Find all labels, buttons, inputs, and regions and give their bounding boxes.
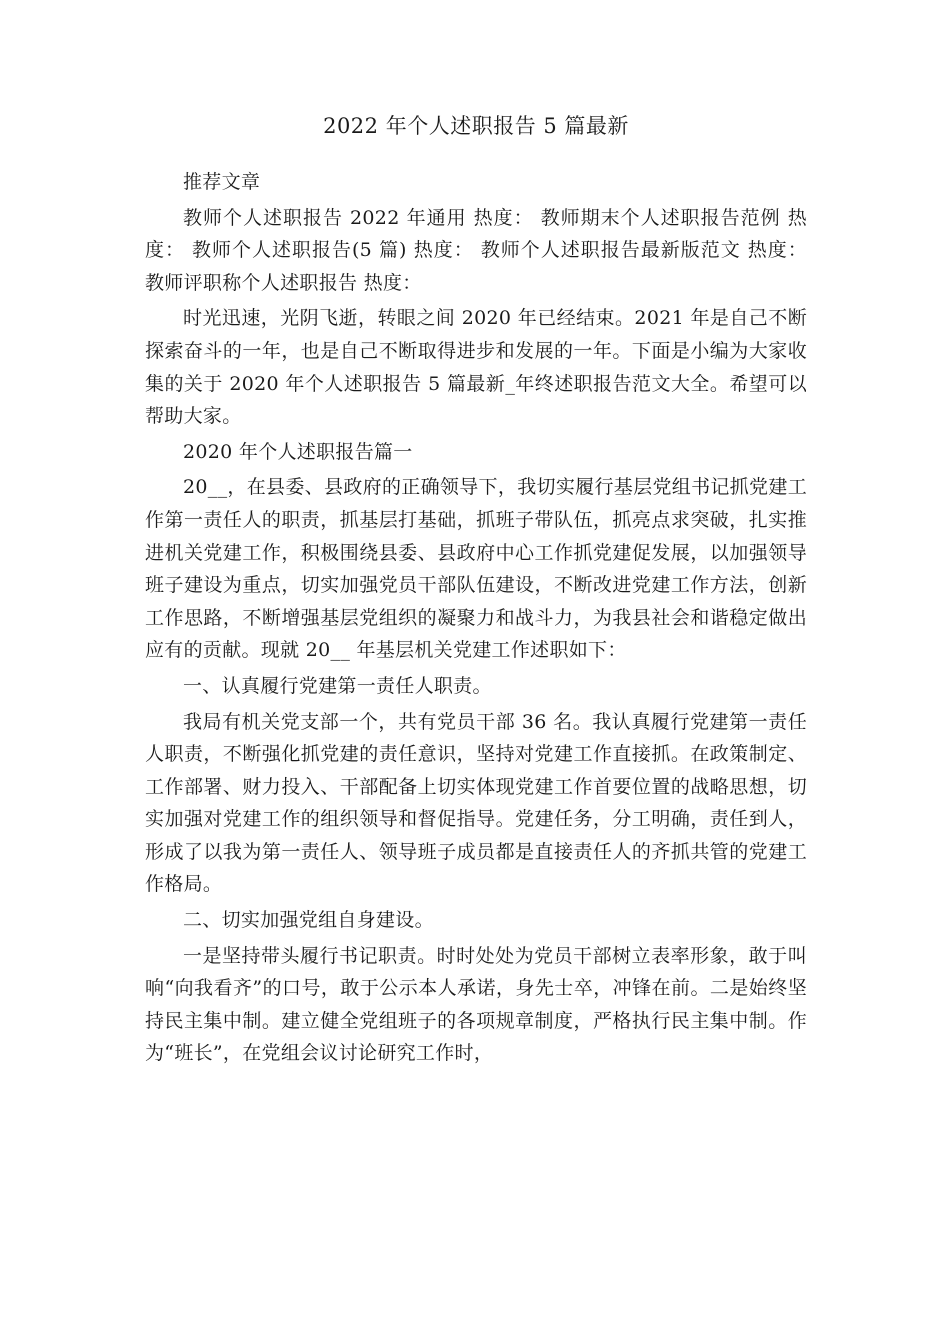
paragraph-first-duty: 我局有机关党支部一个，共有党员干部 36 名。我认真履行党建第一责任人职责，不断强化抓党建的责任意识，坚持对党建工作直接抓。在政策制定、工作部署、财力投入、干部配备上切实体现党建工作首要位置的战略思想，切实加强对党建工作的组织领导和督促指导。党建任务，分工明确，责任到人，形成了以我为第一责任人、领导班子成员都是直接责任人的齐抓共管的党建工作格局。 [145, 710, 807, 896]
document-title: 2022 年个人述职报告 5 篇最新 [323, 114, 629, 138]
paragraph-intro: 时光迅速，光阴飞逝，转眼之间 2020 年已经结束。2021 年是自己不断探索奋斗的一年，也是自己不断取得进步和发展的一年。下面是小编为大家收集的关于 2020 年个人述职报告 5 篇最新_年终述职报告范文大全。希望可以帮助大家。 [145, 307, 807, 428]
section-heading-self-building: 二、切实加强党组自身建设。 [183, 909, 434, 932]
section-heading-first-duty: 一、认真履行党建第一责任人职责。 [183, 674, 492, 697]
paragraph-recommended-list: 教师个人述职报告 2022 年通用 热度： 教师期末个人述职报告范例 热度： 教师个人述职报告(5 篇) 热度： 教师个人述职报告最新版范文 热度： 教师评职称个人述职报告 热度： [145, 206, 807, 294]
document-page [145, 108, 807, 1070]
section-heading-report-one: 2020 年个人述职报告篇一 [183, 440, 413, 463]
paragraph-self-building: 一是坚持带头履行书记职责。时时处处为党员干部树立表率形象，敢于叫响“向我看齐”的口号，敢于公示本人承诺，身先士卒，冲锋在前。二是始终坚持民主集中制。建立健全党组班子的各项规章制度，严格执行民主集中制。作为“班长”，在党组会议讨论研究工作时， [145, 944, 807, 1065]
paragraph-overview: 20__，在县委、县政府的正确领导下，我切实履行基层党组书记抓党建工作第一责任人的职责，抓基层打基础，抓班子带队伍，抓亮点求突破，扎实推进机关党建工作，积极围绕县委、县政府中心工作抓党建促发展，以加强领导班子建设为重点，切实加强党员干部队伍建设，不断改进党建工作方法，创新工作思路，不断增强基层党组织的凝聚力和战斗力，为我县社会和谐稳定做出应有的贡献。现就 20__ 年基层机关党建工作述职如下： [145, 476, 807, 662]
paragraph-recommended-heading: 推荐文章 [183, 171, 261, 193]
